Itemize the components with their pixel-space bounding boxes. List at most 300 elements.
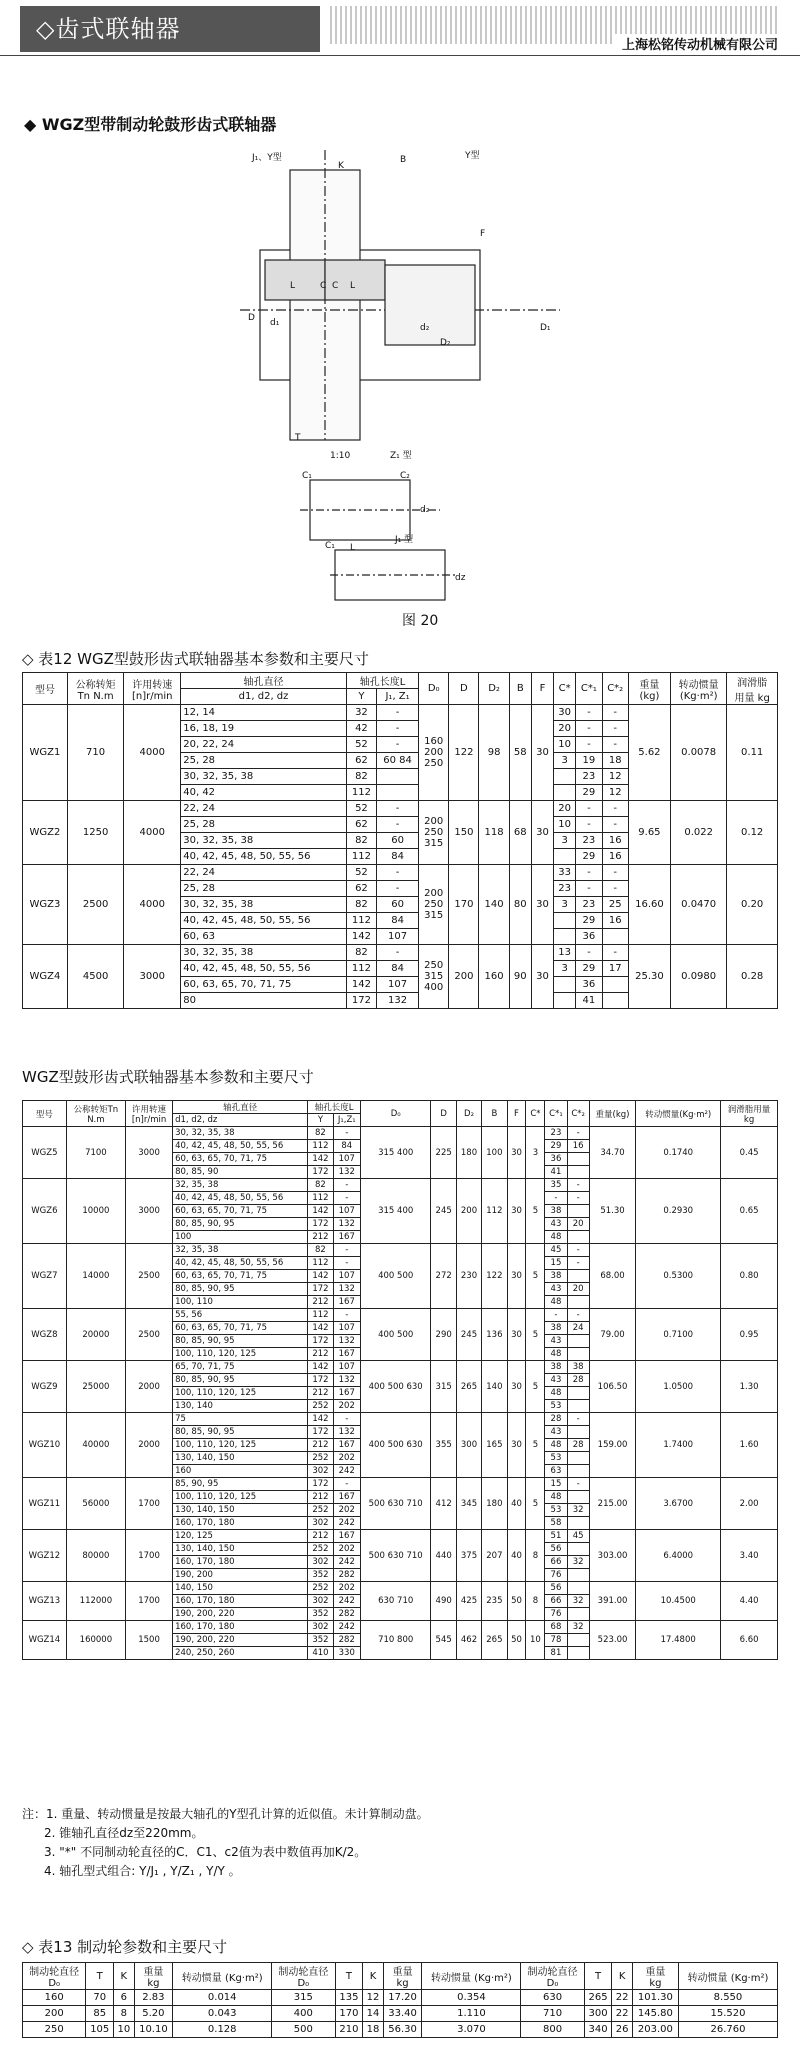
cell-weight: 9.65: [628, 801, 670, 865]
cell-c1: 43: [545, 1426, 567, 1439]
cell-f: 30: [531, 865, 553, 945]
table-cell: 10: [114, 2022, 134, 2038]
d0-value: 315: [424, 971, 444, 982]
col-c: C*: [554, 673, 576, 705]
cell-c: [554, 849, 576, 865]
cell-len-j: -: [333, 1257, 360, 1270]
cell-len-y: 82: [346, 897, 376, 913]
cell-bore: 120, 125: [173, 1530, 308, 1543]
cell-len-j: 107: [377, 977, 419, 993]
cell-c1: 76: [545, 1569, 567, 1582]
col-k: K: [612, 1963, 632, 1990]
cell-c1: -: [576, 865, 602, 881]
cell-c: 5: [526, 1244, 545, 1309]
cell-d2: 118: [479, 801, 509, 865]
table-cell: 6: [114, 1990, 134, 2006]
cell-c1: 36: [576, 977, 602, 993]
cell-speed: 2500: [126, 1244, 173, 1309]
cell-bore: 32, 35, 38: [173, 1244, 308, 1257]
cell-speed: 1700: [126, 1478, 173, 1530]
table-cell: 340: [584, 2022, 612, 2038]
cell-c2: [567, 1465, 589, 1478]
cell-len-y: 172: [346, 993, 376, 1009]
cell-d2: 230: [456, 1244, 481, 1309]
col-torque: 公称转矩 Tn N.m: [67, 673, 123, 705]
cell-model: WGZ9: [23, 1361, 67, 1413]
cell-c1: -: [576, 721, 602, 737]
col-d: D: [431, 1101, 456, 1127]
table-cell: 315: [272, 1990, 335, 2006]
cell-len-j: 242: [333, 1595, 360, 1608]
cell-c2: -: [567, 1244, 589, 1257]
fig-label: d₁: [270, 318, 280, 328]
cell-len-y: 42: [346, 721, 376, 737]
fig-label: L: [290, 281, 296, 291]
cell-len-y: 142: [308, 1361, 333, 1374]
cell-c2: [567, 1426, 589, 1439]
cell-d: 412: [431, 1478, 456, 1530]
cell-c2: -: [567, 1192, 589, 1205]
cell-len-y: 82: [346, 769, 376, 785]
table13: [22, 1962, 778, 2038]
fig-label: J₁、Y型: [252, 153, 282, 163]
cell-bore: 25, 28: [181, 881, 347, 897]
col-inertia: 转动惯量 (Kg·m²): [173, 1963, 272, 1990]
cell-d0: 400 500: [360, 1244, 431, 1309]
cell-c1: 43: [545, 1218, 567, 1231]
cell-c: [554, 785, 576, 801]
fig-label: D₁: [540, 323, 551, 333]
table-row: [23, 801, 778, 817]
cell-f: 30: [507, 1413, 526, 1478]
fig-label: B: [400, 155, 407, 165]
cell-inertia: 3.6700: [636, 1478, 721, 1530]
cell-speed: 1700: [126, 1530, 173, 1582]
cell-c2: -: [567, 1309, 589, 1322]
cell-b: 136: [482, 1309, 507, 1361]
cell-c1: 76: [545, 1608, 567, 1621]
cell-c1: 48: [545, 1348, 567, 1361]
fig-label: 1:10: [330, 451, 351, 461]
cell-d0: 500 630 710: [360, 1478, 431, 1530]
cell-len-y: 62: [346, 753, 376, 769]
col-weight: [383, 1963, 422, 1990]
cell-bore: 60, 63: [181, 929, 347, 945]
fig-label: C₁: [325, 541, 335, 551]
d0-value: 200: [424, 747, 444, 758]
cell-b: 100: [482, 1127, 507, 1179]
cell-bore: 60, 63, 65, 70, 71, 75: [173, 1270, 308, 1283]
col-weight-label: 重量: [143, 1967, 164, 1978]
cell-bore: 80, 85, 90, 95: [173, 1426, 308, 1439]
cell-d2: 98: [479, 705, 509, 801]
cell-c: [554, 993, 576, 1009]
cell-len-j: 60 84: [377, 753, 419, 769]
cell-model: WGZ10: [23, 1413, 67, 1478]
cell-len-y: 82: [346, 833, 376, 849]
cell-len-j: 167: [333, 1439, 360, 1452]
cell-c: [554, 769, 576, 785]
table-row: [23, 1244, 778, 1257]
cell-len-y: 142: [308, 1153, 333, 1166]
cell-bore: 80, 85, 90, 95: [173, 1218, 308, 1231]
cell-model: WGZ2: [23, 801, 68, 865]
cell-c: 8: [526, 1530, 545, 1582]
table-cell: 3.070: [422, 2022, 521, 2038]
cell-model: WGZ4: [23, 945, 68, 1009]
cell-c1: -: [576, 817, 602, 833]
page-header: [0, 0, 800, 56]
col-d0: [272, 1963, 335, 1990]
fig-label: C₂: [400, 471, 410, 481]
cell-c: 8: [526, 1582, 545, 1621]
cell-bore: 190, 200, 220: [173, 1608, 308, 1621]
cell-speed: 4000: [124, 865, 181, 945]
cell-c1: 53: [545, 1400, 567, 1413]
cell-c2: 16: [602, 913, 628, 929]
cell-len-j: 132: [333, 1426, 360, 1439]
table-cell: 203.00: [632, 2022, 678, 2038]
cell-len-y: 352: [308, 1634, 333, 1647]
cell-c2: 12: [602, 769, 628, 785]
cell-c2: [602, 993, 628, 1009]
cell-c1: 53: [545, 1452, 567, 1465]
cell-bore: 30, 32, 35, 38: [181, 833, 347, 849]
cell-c: 13: [554, 945, 576, 961]
cell-c2: 20: [567, 1218, 589, 1231]
cell-len-y: 142: [346, 977, 376, 993]
table-cell: 145.80: [632, 2006, 678, 2022]
cell-speed: 3000: [124, 945, 181, 1009]
cell-len-y: 82: [308, 1127, 333, 1140]
cell-c1: 51: [545, 1530, 567, 1543]
cell-torque: 160000: [66, 1621, 125, 1660]
cell-len-j: [377, 785, 419, 801]
cell-len-y: 252: [308, 1452, 333, 1465]
cell-bore: 130, 140, 150: [173, 1543, 308, 1556]
cell-len-j: 242: [333, 1465, 360, 1478]
cell-d: 122: [449, 705, 479, 801]
cell-len-j: 167: [333, 1530, 360, 1543]
cell-c2: 20: [567, 1283, 589, 1296]
cell-d0: 400 500 630: [360, 1361, 431, 1413]
cell-d2: 265: [456, 1361, 481, 1413]
cell-c1: 43: [545, 1335, 567, 1348]
cell-b: 90: [509, 945, 531, 1009]
cell-c1: 23: [576, 769, 602, 785]
cell-model: WGZ5: [23, 1127, 67, 1179]
cell-c1: 15: [545, 1478, 567, 1491]
cell-len-j: -: [333, 1309, 360, 1322]
col-d0: [23, 1963, 86, 1990]
cell-bore: 80, 85, 90, 95: [173, 1283, 308, 1296]
cell-speed: 4000: [124, 705, 181, 801]
col-weight-label: 重量: [392, 1967, 413, 1978]
cell-bore: 22, 24: [181, 865, 347, 881]
cell-lube: 0.20: [727, 865, 778, 945]
d0-value: 250: [424, 960, 444, 971]
cell-c: 5: [526, 1478, 545, 1530]
cell-bore: 130, 140, 150: [173, 1504, 308, 1517]
d0-value: 250: [424, 827, 444, 838]
cell-bore: 160, 170, 180: [173, 1517, 308, 1530]
cell-bore: 30, 32, 35, 38: [181, 945, 347, 961]
cell-speed: 3000: [126, 1179, 173, 1244]
cell-model: WGZ8: [23, 1309, 67, 1361]
cell-len-j: -: [377, 737, 419, 753]
cell-len-y: 302: [308, 1621, 333, 1634]
cell-len-j: -: [377, 865, 419, 881]
cell-bore: 100, 110, 120, 125: [173, 1387, 308, 1400]
cell-b: 265: [482, 1621, 507, 1660]
cell-c1: 56: [545, 1543, 567, 1556]
cell-speed: 1700: [126, 1582, 173, 1621]
cell-len-j: 282: [333, 1634, 360, 1647]
cell-torque: 2500: [67, 865, 123, 945]
fig-label: d₂: [420, 323, 430, 333]
cell-f: 40: [507, 1530, 526, 1582]
fig-label: C: [332, 281, 339, 291]
cell-c2: -: [602, 865, 628, 881]
table-cell: 400: [272, 2006, 335, 2022]
cell-len-j: -: [377, 801, 419, 817]
col-t: T: [584, 1963, 612, 1990]
col-len-y: Y: [346, 689, 376, 705]
cell-model: WGZ3: [23, 865, 68, 945]
table-cell: 0.128: [173, 2022, 272, 2038]
table-cell: 105: [86, 2022, 114, 2038]
cell-len-y: 212: [308, 1491, 333, 1504]
cell-bore: 40, 42, 45, 48, 50, 55, 56: [181, 961, 347, 977]
cell-speed: 3000: [126, 1127, 173, 1179]
cell-len-j: 107: [333, 1322, 360, 1335]
cell-d2: 425: [456, 1582, 481, 1621]
cell-len-y: 410: [308, 1647, 333, 1660]
cell-c1: -: [576, 881, 602, 897]
cell-bore: 30, 32, 35, 38: [173, 1127, 308, 1140]
cell-inertia: 10.4500: [636, 1582, 721, 1621]
cell-c1: 29: [576, 961, 602, 977]
cell-c: 5: [526, 1361, 545, 1413]
cell-len-j: 107: [333, 1270, 360, 1283]
cell-bore: 40, 42, 45, 48, 50, 55, 56: [173, 1257, 308, 1270]
cell-bore: 240, 250, 260: [173, 1647, 308, 1660]
cell-model: WGZ14: [23, 1621, 67, 1660]
cell-len-y: 172: [308, 1426, 333, 1439]
cell-len-j: -: [333, 1192, 360, 1205]
col-k: K: [114, 1963, 134, 1990]
col-c1: C*₁: [576, 673, 602, 705]
cell-bore: 190, 200, 220: [173, 1634, 308, 1647]
cell-c2: -: [602, 737, 628, 753]
cell-len-y: 112: [308, 1192, 333, 1205]
table-cell: 8: [114, 2006, 134, 2022]
cell-d0: 630 710: [360, 1582, 431, 1621]
cell-len-y: 172: [308, 1218, 333, 1231]
cell-b: 207: [482, 1530, 507, 1582]
cell-c: 3: [526, 1127, 545, 1179]
cell-torque: 1250: [67, 801, 123, 865]
fig-label: C₁: [302, 471, 312, 481]
cell-c1: 48: [545, 1296, 567, 1309]
cell-len-j: -: [377, 881, 419, 897]
cell-d2: 345: [456, 1478, 481, 1530]
cell-len-j: 242: [333, 1556, 360, 1569]
table-cell: 250: [23, 2022, 86, 2038]
cell-torque: 7100: [66, 1127, 125, 1179]
col-speed: 许用转速 [n]r/min: [124, 673, 181, 705]
cell-len-j: 132: [377, 993, 419, 1009]
col-c2: C*₂: [602, 673, 628, 705]
cell-len-y: 142: [308, 1322, 333, 1335]
cell-len-j: 107: [333, 1153, 360, 1166]
col-inertia: 转动惯量 (Kg·m²): [422, 1963, 521, 1990]
cell-len-y: 252: [308, 1582, 333, 1595]
col-c: C*: [526, 1101, 545, 1127]
cell-len-y: 112: [308, 1309, 333, 1322]
table-cell: 22: [612, 2006, 632, 2022]
cell-c: 3: [554, 961, 576, 977]
col-speed: 许用转速 [n]r/min: [126, 1101, 173, 1127]
table-cell: 101.30: [632, 1990, 678, 2006]
cell-c2: -: [602, 705, 628, 721]
table-cell: 0.014: [173, 1990, 272, 2006]
cell-c1: 23: [545, 1127, 567, 1140]
cell-model: WGZ11: [23, 1478, 67, 1530]
cell-len-j: 202: [333, 1543, 360, 1556]
cell-c2: 32: [567, 1621, 589, 1634]
cell-bore: 140, 150: [173, 1582, 308, 1595]
col-d0: D₀: [360, 1101, 431, 1127]
cell-c2: [567, 1569, 589, 1582]
cell-bore: 65, 70, 71, 75: [173, 1361, 308, 1374]
cell-d2: 160: [479, 945, 509, 1009]
cell-lube: 0.12: [727, 801, 778, 865]
cell-c2: [602, 977, 628, 993]
cell-c2: 17: [602, 961, 628, 977]
cell-c2: 32: [567, 1556, 589, 1569]
col-torque: 公称转矩Tn N.m: [66, 1101, 125, 1127]
cell-f: 30: [507, 1244, 526, 1309]
cell-len-j: 202: [333, 1452, 360, 1465]
notes: [22, 1805, 429, 1881]
table-cell: 2.83: [134, 1990, 173, 2006]
cell-bore: 100, 110, 120, 125: [173, 1439, 308, 1452]
cell-c2: -: [567, 1478, 589, 1491]
cell-bore: 25, 28: [181, 817, 347, 833]
cell-d: 272: [431, 1244, 456, 1309]
cell-d0: 400 500 630: [360, 1413, 431, 1478]
cell-c: [554, 977, 576, 993]
cell-c1: 48: [545, 1439, 567, 1452]
cell-len-y: 212: [308, 1348, 333, 1361]
cell-inertia: 0.2930: [636, 1179, 721, 1244]
fig-label: D₂: [440, 338, 451, 348]
cell-c1: 43: [545, 1374, 567, 1387]
table-row: [23, 2022, 778, 2038]
fig-label: Z₁ 型: [390, 451, 412, 461]
note-1: 注：1. 重量、转动惯量是按最大轴孔的Y型孔计算的近似值。未计算制动盘。: [22, 1807, 429, 1821]
table-cell: 26: [612, 2022, 632, 2038]
cell-c2: [602, 929, 628, 945]
cell-c1: 19: [576, 753, 602, 769]
col-length: 轴孔长度L: [308, 1101, 361, 1114]
cell-inertia: 0.0470: [670, 865, 726, 945]
cell-len-y: 212: [308, 1296, 333, 1309]
cell-c1: 38: [545, 1361, 567, 1374]
cell-len-y: 302: [308, 1465, 333, 1478]
table-cell: 0.354: [422, 1990, 521, 2006]
table-row: [23, 1530, 778, 1543]
col-bore-sub: d1, d2, dz: [181, 689, 347, 705]
cell-d2: 462: [456, 1621, 481, 1660]
col-d0-label: 制动轮直径: [278, 1967, 329, 1978]
cell-c2: [567, 1348, 589, 1361]
cell-c1: 66: [545, 1556, 567, 1569]
cell-b: 112: [482, 1179, 507, 1244]
table-cell: 70: [86, 1990, 114, 2006]
cell-lube: 4.40: [721, 1582, 778, 1621]
cell-d0: 315 400: [360, 1127, 431, 1179]
table-cell: 26.760: [678, 2022, 777, 2038]
cell-len-y: 172: [308, 1166, 333, 1179]
cell-len-j: 84: [333, 1140, 360, 1153]
cell-len-y: 112: [346, 913, 376, 929]
cell-bore: 60, 63, 65, 70, 71, 75: [173, 1322, 308, 1335]
cell-len-j: 202: [333, 1400, 360, 1413]
table-cell: 300: [584, 2006, 612, 2022]
cell-b: 180: [482, 1478, 507, 1530]
cell-f: 30: [507, 1361, 526, 1413]
cell-lube: 0.28: [727, 945, 778, 1009]
cell-bore: 80, 85, 90, 95: [173, 1374, 308, 1387]
cell-bore: 80, 85, 90, 95: [173, 1335, 308, 1348]
cell-c: 5: [526, 1413, 545, 1478]
cell-c1: 48: [545, 1387, 567, 1400]
table-cell: 8.550: [678, 1990, 777, 2006]
cell-weight: 68.00: [589, 1244, 636, 1309]
cell-c1: -: [576, 737, 602, 753]
cell-f: 40: [507, 1478, 526, 1530]
cell-len-j: [377, 769, 419, 785]
cell-len-y: 62: [346, 817, 376, 833]
cell-c1: 45: [545, 1244, 567, 1257]
cell-lube: 0.95: [721, 1309, 778, 1361]
table-b: [22, 1100, 778, 1660]
col-d2: D₂: [456, 1101, 481, 1127]
cell-c1: -: [545, 1192, 567, 1205]
col-d0: D₀: [419, 673, 449, 705]
cell-c2: 16: [602, 849, 628, 865]
col-c2: C*₂: [567, 1101, 589, 1127]
cell-c1: -: [576, 705, 602, 721]
col-t: T: [86, 1963, 114, 1990]
bullet: ◆: [24, 115, 37, 134]
fig-label: L: [350, 281, 356, 291]
section-title: [24, 112, 276, 135]
cell-len-j: 202: [333, 1504, 360, 1517]
cell-c2: 24: [567, 1322, 589, 1335]
cell-c: 33: [554, 865, 576, 881]
fig-label: C: [320, 281, 327, 291]
cell-c1: 43: [545, 1283, 567, 1296]
cell-len-y: 212: [308, 1439, 333, 1452]
d0-value: 250: [424, 758, 444, 769]
col-t: T: [335, 1963, 363, 1990]
d0-value: 315: [424, 838, 444, 849]
cell-d: 170: [449, 865, 479, 945]
col-bore-sub: d1, d2, dz: [173, 1114, 308, 1127]
